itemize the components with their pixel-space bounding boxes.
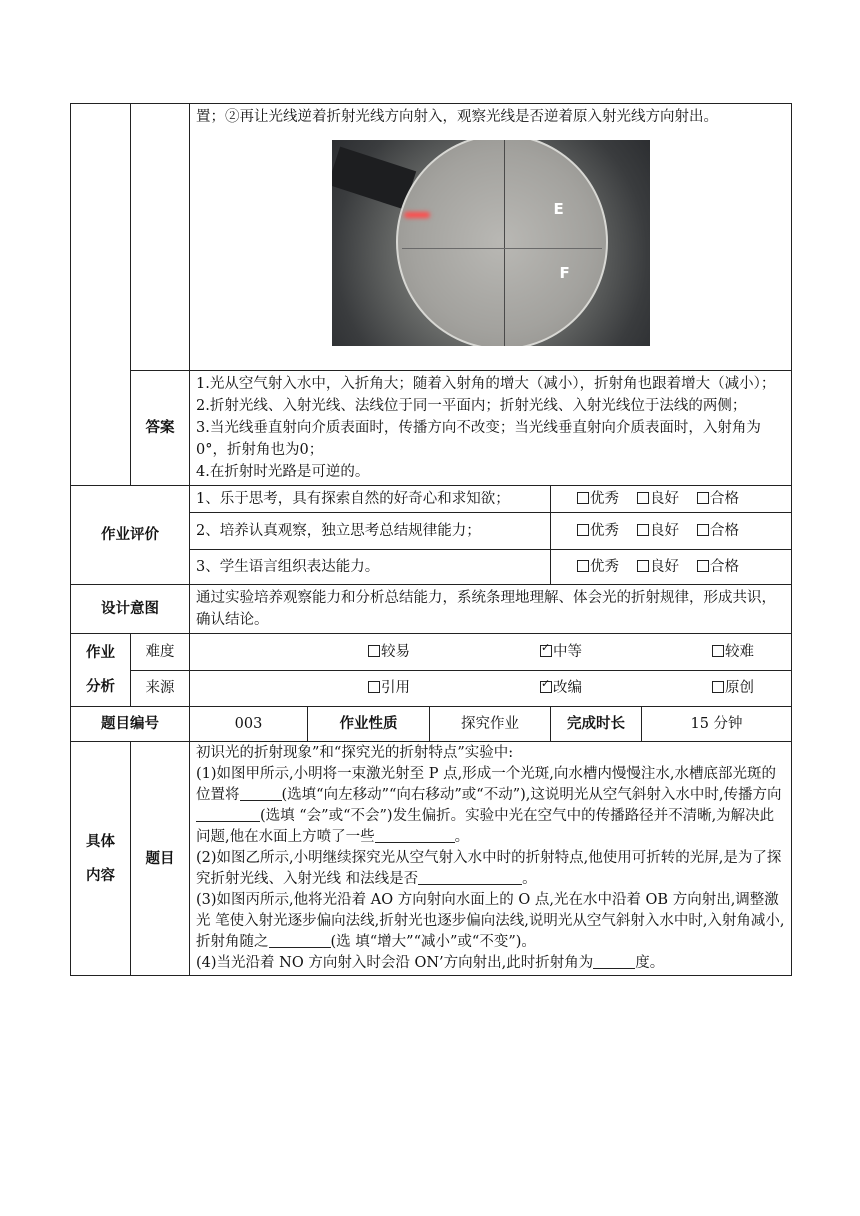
evaluation-label: 作业评价 <box>71 486 190 585</box>
checkbox-icon[interactable] <box>697 524 709 536</box>
answer-item-2: 2.折射光线、入射光线、法线位于同一平面内；折射光线、入射光线位于法线的两侧； <box>196 398 747 414</box>
evaluation-options-3 <box>551 550 792 585</box>
analysis-label-bottom: 分析 <box>86 679 115 695</box>
surface-line <box>402 248 602 249</box>
checkbox-icon[interactable] <box>697 492 709 504</box>
analysis-label <box>71 634 131 707</box>
left-sub-spacer-cell <box>131 104 190 371</box>
question-part-4 <box>196 953 785 974</box>
option-good: 良好 <box>650 523 679 539</box>
q4-blank[interactable] <box>593 954 635 969</box>
q1-text-b: (选填“向左移动”“向右移动”或“不动”),这说明光从空气斜射入水中时,传播方向 <box>281 787 782 803</box>
answer-item-4: 4.在折射时光路是可逆的。 <box>196 464 370 480</box>
design-label: 设计意图 <box>71 585 190 634</box>
option-excellent: 优秀 <box>590 523 619 539</box>
checkbox-icon[interactable] <box>368 681 380 693</box>
option-pass: 合格 <box>710 491 739 507</box>
photo-label-f: F <box>559 264 570 282</box>
worksheet-table <box>70 103 792 976</box>
question-intro: 初识光的折射现象”和“探究光的折射特点”实验中: <box>196 745 514 761</box>
source-row <box>71 670 792 707</box>
q4-text-b: 度。 <box>635 955 665 971</box>
option-pass: 合格 <box>710 559 739 575</box>
difficulty-options <box>190 634 792 671</box>
q1-text-a: (1)如图甲所示,小明将一束激光射至 P 点,形成一个光斑,向水槽内慢慢注水,水槽底部光斑的位置将 <box>196 766 776 803</box>
question-continuation-cell <box>190 104 792 371</box>
left-spacer-cell <box>71 104 131 486</box>
checkbox-icon[interactable] <box>368 645 380 657</box>
difficulty-medium: 中等 <box>553 643 582 660</box>
answer-item-1: 1.光从空气射入水中，入折角大；随着入射角的增大（减小），折射角也跟着增大（减小）； <box>196 376 776 392</box>
source-cited: 引用 <box>381 680 410 697</box>
checkbox-icon[interactable] <box>637 524 649 536</box>
question-cell <box>190 742 792 976</box>
q1-blank-3[interactable] <box>375 828 455 843</box>
experiment-photo <box>332 140 650 346</box>
answer-row <box>71 371 792 486</box>
q1-blank-2[interactable] <box>196 807 260 822</box>
q2-text-b: 。 <box>522 871 537 887</box>
checkbox-icon[interactable] <box>712 681 724 693</box>
q4-text-a: (4)当光沿着 NO 方向射入时会沿 ON’方向射出,此时折射角为 <box>196 955 594 971</box>
option-excellent: 优秀 <box>590 491 619 507</box>
checkbox-icon[interactable] <box>577 492 589 504</box>
checkbox-icon[interactable] <box>637 560 649 572</box>
question-part-3 <box>196 890 785 953</box>
meta-row <box>71 707 792 742</box>
source-label: 来源 <box>131 670 190 707</box>
checkbox-icon[interactable] <box>637 492 649 504</box>
checkbox-icon[interactable] <box>577 524 589 536</box>
option-good: 良好 <box>650 559 679 575</box>
content-row <box>71 742 792 976</box>
question-part-2 <box>196 848 785 890</box>
q1-text-d: 。 <box>454 829 470 845</box>
content-label-bottom: 内容 <box>86 867 115 884</box>
difficulty-row <box>71 634 792 671</box>
answer-cell <box>190 371 792 486</box>
evaluation-criterion-1: 1、乐于思考，具有探索自然的好奇心和求知欲； <box>190 486 551 513</box>
checkbox-icon[interactable] <box>577 560 589 572</box>
source-original: 原创 <box>725 680 754 697</box>
time-label: 完成时长 <box>551 707 642 742</box>
q2-text-a: (2)如图乙所示,小明继续探究光从空气射入水中时的折射特点,他使用可折转的光屏,是为了探究折射光线、入射光线 和法线是否 <box>196 850 782 887</box>
source-options <box>190 670 792 707</box>
evaluation-criterion-2: 2、培养认真观察，独立思考总结规律能力； <box>190 513 551 550</box>
option-good: 良好 <box>650 491 679 507</box>
design-text: 通过实验培养观察能力和分析总结能力，系统条理地理解、体会光的折射规律，形成共识，确认结论。 <box>190 585 792 634</box>
answer-item-3: 3.当光线垂直射向介质表面时，传播方向不改变；当光线垂直射向介质表面时，入射角为0°，折射角也为0； <box>196 420 761 458</box>
difficulty-easy: 较易 <box>381 643 410 660</box>
question-label: 题目 <box>131 742 190 976</box>
checked-checkbox-icon[interactable] <box>540 681 552 693</box>
q3-text-a: (3)如图丙所示,他将光沿着 AO 方向射向水面上的 O 点,光在水中沿着 OB 方向射出,调整激光 笔使入射光逐步偏向法线,折射光也逐步偏向法线,说明光从空气斜射入水中时,入射角减小,折射角随之 <box>196 892 785 950</box>
id-label: 题目编号 <box>71 707 190 742</box>
laser-spot <box>404 212 430 218</box>
design-row <box>71 585 792 634</box>
worksheet-page <box>70 103 791 976</box>
difficulty-hard: 较难 <box>725 643 754 660</box>
evaluation-options-2 <box>551 513 792 550</box>
difficulty-label: 难度 <box>131 634 190 671</box>
option-excellent: 优秀 <box>590 559 619 575</box>
nature-label: 作业性质 <box>308 707 430 742</box>
q2-blank[interactable] <box>418 870 522 885</box>
normal-line <box>504 140 505 346</box>
time-value: 15 分钟 <box>642 707 792 742</box>
evaluation-criterion-3: 3、学生语言组织表达能力。 <box>190 550 551 585</box>
source-adapted: 改编 <box>553 680 582 697</box>
content-label-top: 具体 <box>86 833 115 850</box>
answer-label: 答案 <box>131 371 190 486</box>
evaluation-row-1 <box>71 486 792 513</box>
content-label <box>71 742 131 976</box>
q3-blank[interactable] <box>269 933 331 948</box>
question-tail-text: 置；②再让光线逆着折射光线方向射入，观察光线是否逆着原入射光线方向射出。 <box>196 109 718 125</box>
nature-value: 探究作业 <box>430 707 551 742</box>
protractor-disc-image <box>396 140 608 346</box>
question-part-1 <box>196 764 785 848</box>
q1-text-c: (选填 “会”或“不会”)发生偏折。实验中光在空气中的传播路径并不清晰,为解决此问题,他在水面上方喷了一些 <box>196 808 775 845</box>
analysis-label-top: 作业 <box>86 645 115 661</box>
photo-label-e: E <box>553 200 564 218</box>
checkbox-icon[interactable] <box>712 645 724 657</box>
question-continuation-row <box>71 104 792 371</box>
checked-checkbox-icon[interactable] <box>540 645 552 657</box>
id-value: 003 <box>190 707 308 742</box>
checkbox-icon[interactable] <box>697 560 709 572</box>
option-pass: 合格 <box>710 523 739 539</box>
q1-blank-1[interactable] <box>240 786 282 801</box>
q3-text-b: (选 填“增大”“减小”或“不变”)。 <box>330 934 536 950</box>
evaluation-options-1 <box>551 486 792 513</box>
